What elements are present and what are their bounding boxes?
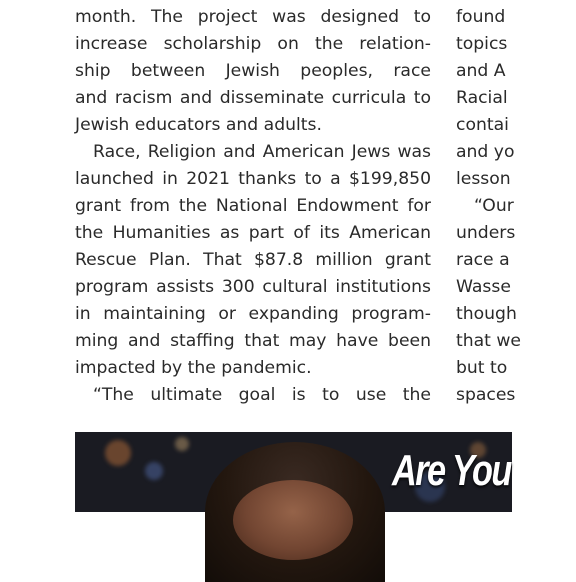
photo-person-face [233,480,353,560]
photo-headline: Are You [392,446,511,495]
article-text-line: Racial [456,88,508,108]
article-text-line: contai [456,115,509,135]
article-text-line: “Our [474,196,514,216]
article-text-line: race a [456,250,510,270]
article-text-line: program assists 300 cultural institutions [75,277,431,297]
article-text-line: launched in 2021 thanks to a $199,850 [75,169,431,189]
article-text-line: grant from the National Endowment for [75,196,431,216]
article-text-line: in maintaining or expanding program- [75,304,431,324]
article-text-line: Rescue Plan. That $87.8 million grant [75,250,431,270]
article-text-line: ming and staffing that may have been [75,331,431,351]
article-main-column [75,4,431,409]
article-text-line: the Humanities as part of its American [75,223,431,243]
article-text-line: Race, Religion and American Jews was [93,142,431,162]
article-text-line: unders [456,223,516,243]
article-text-line: ship between Jewish peoples, race [75,61,431,81]
article-text-line: though [456,304,517,324]
photo-background-light [145,462,163,480]
article-right-column [456,4,576,409]
article-text-line: lesson [456,169,511,189]
photo-background-light [105,440,131,466]
article-text-line: topics [456,34,508,54]
article-text-line: increase scholarship on the relation- [75,34,431,54]
article-text-line: Jewish educators and adults. [75,115,322,135]
article-text-line: impacted by the pandemic. [75,358,312,378]
article-text-line: and yo [456,142,515,162]
article-text-line: “The ultimate goal is to use the [93,385,431,405]
article-text-line: found [456,7,506,27]
article-text-line: but to [456,358,508,378]
article-text-line: that we [456,331,521,351]
article-text-line: and A [456,61,506,81]
article-text-line: month. The project was designed to [75,7,431,27]
article-text-line: spaces [456,385,516,405]
article-photo [75,432,512,512]
article-text-line: and racism and disseminate curricula to [75,88,431,108]
article-text-line: Wasse [456,277,511,297]
photo-background-light [175,437,189,451]
